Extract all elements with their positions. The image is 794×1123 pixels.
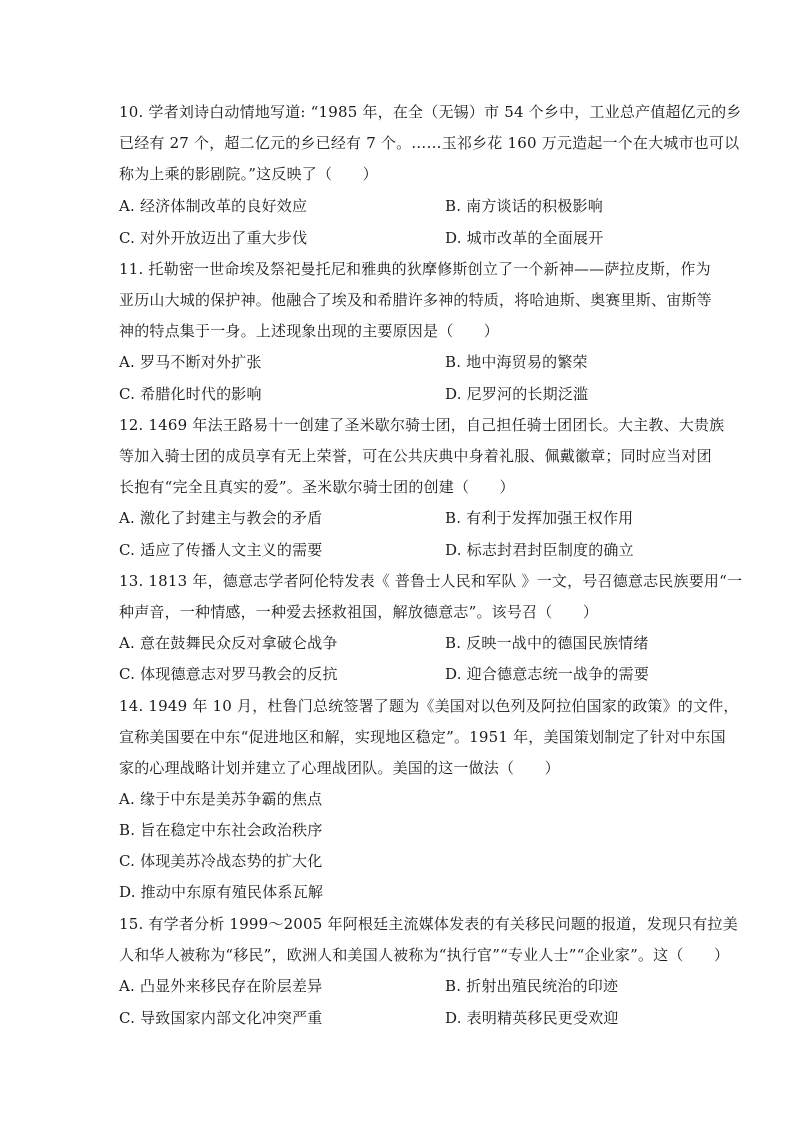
question-13-option-a: A. 意在鼓舞民众反对拿破仑战争	[119, 634, 338, 652]
question-15-stem-line-2: 人和华人被称为“移民”，欧洲人和美国人被称为“执行官”“专业人士”“企业家”。这（ ）	[119, 946, 730, 964]
question-11-option-a: A. 罗马不断对外扩张	[119, 353, 262, 371]
question-12-option-c: C. 适应了传播人文主义的需要	[119, 541, 323, 559]
question-12-stem-line-2: 等加入骑士团的成员享有无上荣誉，可在公共庆典中身着礼服、佩戴徽章；同时应当对团	[119, 447, 712, 465]
question-13-stem-line-1: 13. 1813 年，德意志学者阿伦特发表《 普鲁士人民和军队 》一文，号召德意志民族要用“一	[119, 572, 743, 590]
question-14-stem-line-3: 家的心理战略计划并建立了心理战团队。美国的这一做法（ ）	[119, 759, 560, 777]
question-15-option-d: D. 表明精英移民更受欢迎	[445, 1009, 619, 1027]
question-10-stem-line-1: 10. 学者刘诗白动情地写道: “1985 年，在全（无锡）市 54 个乡中，工业总产值超亿元的乡	[119, 103, 742, 121]
question-11-stem-line-2: 亚历山大城的保护神。他融合了埃及和希腊许多神的特质，将哈迪斯、奥赛里斯、宙斯等	[119, 291, 712, 309]
question-12-option-d: D. 标志封君封臣制度的确立	[445, 541, 634, 559]
question-13-option-b: B. 反映一战中的德国民族情绪	[445, 634, 649, 652]
question-12-stem-line-3: 长抱有“完全且真实的爱”。圣米歇尔骑士团的创建（ ）	[119, 478, 515, 496]
question-15-option-b: B. 折射出殖民统治的印迹	[445, 977, 619, 995]
question-14-option-b: B. 旨在稳定中东社会政治秩序	[119, 821, 323, 839]
question-13-stem-line-2: 种声音，一种情感，一种爱去拯救祖国，解放德意志”。该号召（ ）	[119, 603, 599, 621]
question-14-stem-line-1: 14. 1949 年 10 月，杜鲁门总统签署了题为《美国对以色列及阿拉伯国家的政策》的文件，	[119, 697, 739, 715]
question-11-option-b: B. 地中海贸易的繁荣	[445, 353, 588, 371]
question-10-option-c: C. 对外开放迈出了重大步伐	[119, 229, 308, 247]
question-11-option-c: C. 希腊化时代的影响	[119, 385, 262, 403]
question-15-option-a: A. 凸显外来移民存在阶层差异	[119, 977, 323, 995]
question-14-stem-line-2: 宣称美国要在中东“促进地区和解，实现地区稳定”。1951 年，美国策划制定了针对中东国	[119, 728, 726, 746]
question-14-option-a: A. 缘于中东是美苏争霸的焦点	[119, 790, 323, 808]
question-14-option-d: D. 推动中东原有殖民体系瓦解	[119, 883, 324, 901]
question-10-option-b: B. 南方谈话的积极影响	[445, 197, 603, 215]
question-10-option-d: D. 城市改革的全面展开	[445, 229, 604, 247]
question-11-stem-line-3: 神的特点集于一身。上述现象出现的主要原因是（ ）	[119, 322, 500, 340]
question-13-option-d: D. 迎合德意志统一战争的需要	[445, 665, 650, 683]
question-13-option-c: C. 体现德意志对罗马教会的反抗	[119, 665, 338, 683]
question-15-option-c: C. 导致国家内部文化冲突严重	[119, 1009, 323, 1027]
question-10-stem-line-2: 已经有 27 个，超二亿元的乡已经有 7 个。……玉祁乡花 160 万元造起一个在大城市也可以	[119, 134, 740, 152]
question-12-option-a: A. 激化了封建主与教会的矛盾	[119, 509, 323, 527]
question-10-stem-line-3: 称为上乘的影剧院。”这反映了（ ）	[119, 165, 378, 183]
question-12-stem-line-1: 12. 1469 年法王路易十一创建了圣米歇尔骑士团，自己担任骑士团团长。大主教、大贵族	[119, 416, 725, 434]
question-15-stem-line-1: 15. 有学者分析 1999～2005 年阿根廷主流媒体发表的有关移民问题的报道，发现只有拉美	[119, 915, 738, 933]
question-11-stem-line-1: 11. 托勒密一世命埃及祭祀曼托尼和雅典的狄摩修斯创立了一个新神——萨拉皮斯，作为	[119, 260, 711, 278]
question-12-option-b: B. 有利于发挥加强王权作用	[445, 509, 634, 527]
question-10-option-a: A. 经济体制改革的良好效应	[119, 197, 308, 215]
question-11-option-d: D. 尼罗河的长期泛滥	[445, 385, 589, 403]
question-14-option-c: C. 体现美苏冷战态势的扩大化	[119, 852, 323, 870]
